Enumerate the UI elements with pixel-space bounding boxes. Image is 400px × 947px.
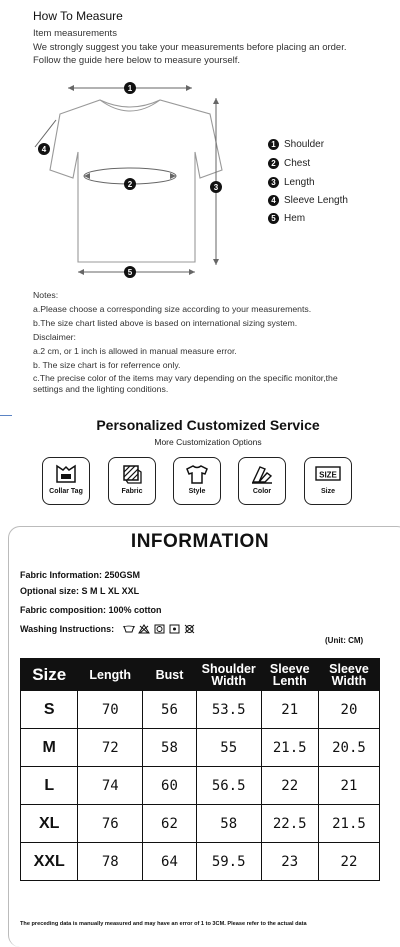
table-row [21,767,380,805]
cell-sleeve-length: 21 [261,691,318,729]
option-label: Fabric [121,488,143,495]
service-subtitle: More Customization Options [154,437,262,447]
measure-title: How To Measure [33,9,123,23]
option-collar-tag[interactable] [42,457,90,505]
collar-tag-icon [55,464,77,484]
disclaimer-heading: Disclaimer: [33,332,76,342]
cell-sleeve-width: 21 [318,767,379,805]
header-sleevew-line1: Sleeve [329,661,369,676]
legend-hem [268,213,305,224]
cell-size: XL [21,805,78,843]
header-shoulder-line1: Shoulder [201,661,256,676]
size-table-header [21,659,380,691]
fabric-icon [121,464,143,484]
option-style[interactable] [173,457,221,505]
marker-2 [124,178,136,190]
cell-shoulder: 58 [196,805,261,843]
service-title: Personalized Customized Service [96,417,320,433]
marker-3 [210,181,222,193]
sleeve-line [35,120,56,147]
disclaimer-c-line2: settings and the lighting conditions. [33,384,169,394]
tshirt-icon [186,464,208,484]
header-bust: Bust [143,659,197,691]
tshirt-outline [50,100,222,262]
svg-text:5: 5 [127,268,133,277]
disclaimer-a: a.2 cm, or 1 inch is allowed in manual measure error. [33,346,237,356]
marker-5 [124,266,136,278]
measure-subtitle: Item measurements [33,28,117,39]
washing-instructions [20,624,212,634]
iron-icon [170,625,179,633]
legend-marker-2: 2 [268,158,279,169]
cell-length: 78 [78,843,143,881]
cell-size: M [21,729,78,767]
cell-shoulder: 55 [196,729,261,767]
measure-intro-1: We strongly suggest you take your measurements before placing an order. [33,42,347,53]
fabric-composition: Fabric composition: 100% cotton [20,605,162,615]
legend-label: Shoulder [284,139,325,150]
option-label: Collar Tag [49,488,83,495]
legend-marker-3: 3 [268,177,279,188]
legend-marker-4: 4 [268,195,279,206]
table-row [21,843,380,881]
footer-disclaimer: The preceding data is manually measured and may have an error of 1 to 3CM. Please refer to the actual data [20,921,307,927]
table-row [21,691,380,729]
cell-length: 70 [78,691,143,729]
cell-length: 76 [78,805,143,843]
fabric-information: Fabric Information: 250GSM [20,570,141,580]
cell-sleeve-length: 22 [261,767,318,805]
legend-length [268,177,315,188]
no-dry-clean-icon [185,625,194,633]
cell-length: 74 [78,767,143,805]
cell-bust: 64 [143,843,197,881]
cell-shoulder: 59.5 [196,843,261,881]
header-sleeve-length [261,659,318,691]
option-label: Style [188,488,206,495]
cell-size: S [21,691,78,729]
wash-30-icon [123,626,135,632]
legend-label: Length [284,177,315,188]
cell-bust: 62 [143,805,197,843]
header-sleeve-line2: Lenth [272,673,307,688]
cell-shoulder: 53.5 [196,691,261,729]
cell-sleeve-length: 23 [261,843,318,881]
legend-label: Sleeve Length [284,195,348,206]
tumble-dry-icon [155,625,164,633]
cell-sleeve-width: 20 [318,691,379,729]
header-shoulder-width [196,659,261,691]
header-shoulder-line2: Width [211,673,246,688]
option-size[interactable] [304,457,352,505]
svg-text:3: 3 [213,183,219,192]
option-label: Size [320,488,335,495]
header-length: Length [78,659,143,691]
color-swatch-icon [250,464,274,484]
table-row [21,805,380,843]
option-label: Color [252,488,272,495]
cell-bust: 56 [143,691,197,729]
cell-sleeve-length: 22.5 [261,805,318,843]
tshirt-measure-diagram [0,70,260,285]
table-row [21,729,380,767]
legend-marker-1: 1 [268,139,279,150]
cell-bust: 60 [143,767,197,805]
cell-size: L [21,767,78,805]
svg-text:2: 2 [127,180,133,189]
marker-4 [38,143,50,155]
legend-marker-5: 5 [268,213,279,224]
svg-text:1: 1 [127,84,133,93]
note-b: b.The size chart listed above is based on international sizing system. [33,318,298,328]
cell-length: 72 [78,729,143,767]
washing-symbols [122,624,212,634]
cell-sleeve-width: 22 [318,843,379,881]
cell-sleeve-width: 20.5 [318,729,379,767]
divider-tick [0,415,12,416]
header-sleevew-line2: Width [331,673,367,688]
disclaimer-c-line1: c.The precise color of the items may vary depending on the specific monitor,the [33,373,338,383]
legend-label: Chest [284,158,311,169]
disclaimer-b: b. The size chart is for referrence only. [33,360,181,370]
svg-text:SIZE: SIZE [319,470,337,480]
legend-sleeve-length [268,195,348,206]
cell-sleeve-width: 21.5 [318,805,379,843]
marker-1 [124,82,136,94]
option-color[interactable] [238,457,286,505]
unit-label: (Unit: CM) [325,636,364,645]
size-icon [315,464,341,484]
size-table [20,658,380,881]
note-a: a.Please choose a corresponding size according to your measurements. [33,304,312,314]
cell-size: XXL [21,843,78,881]
washing-label: Washing Instructions: [20,624,115,634]
cell-sleeve-length: 21.5 [261,729,318,767]
header-size: Size [21,659,78,691]
legend-shoulder [268,139,324,150]
header-sleeve-line1: Sleeve [269,661,310,676]
header-sleeve-width [318,659,379,691]
no-bleach-icon [139,625,149,633]
option-fabric[interactable] [108,457,156,505]
cell-shoulder: 56.5 [196,767,261,805]
cell-bust: 58 [143,729,197,767]
legend-chest [268,158,310,169]
optional-size: Optional size: S M L XL XXL [20,586,140,596]
notes-heading: Notes: [33,290,59,300]
measure-intro-2: Follow the guide here below to measure yourself. [33,55,241,66]
legend-label: Hem [284,213,306,224]
information-title: INFORMATION [130,531,270,552]
svg-text:4: 4 [41,145,47,154]
